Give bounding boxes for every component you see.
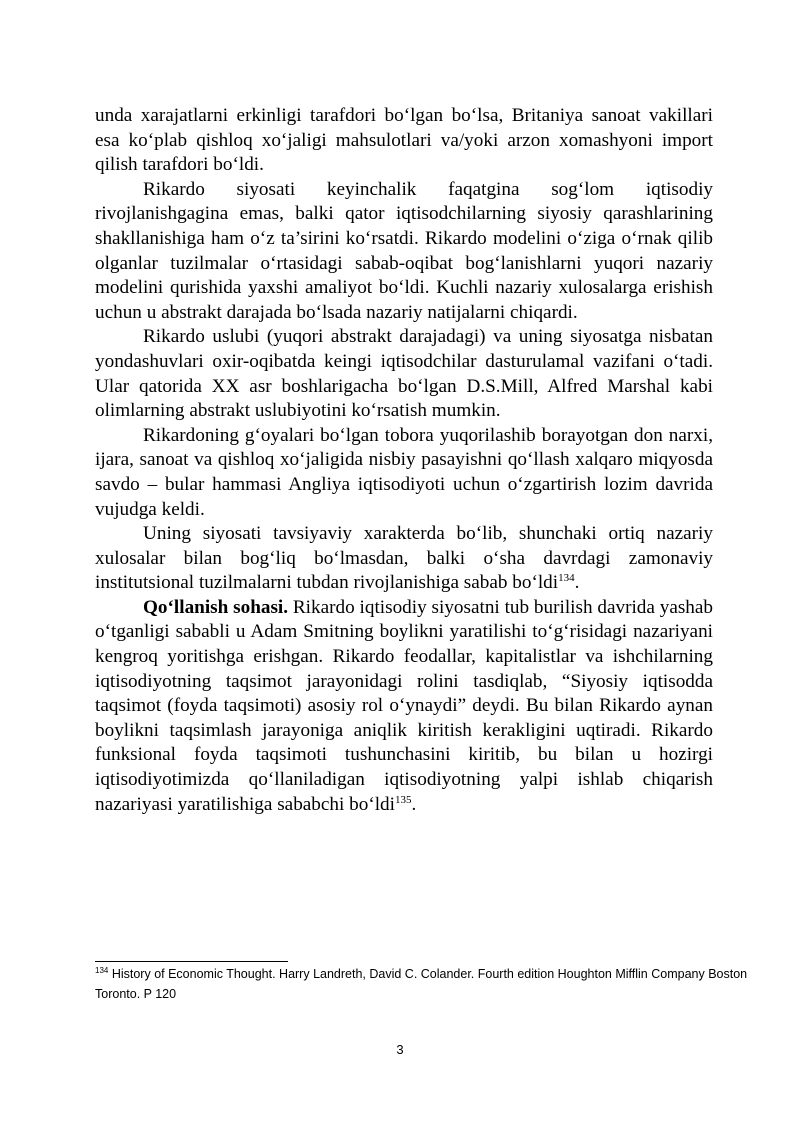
paragraph-3: Rikardo uslubi (yuqori abstrakt darajadagi) va uning siyosatga nisbatan yondashuvlari oxir-oqibatda keingi iqtisodchilar dasturulamal vazifani o‘tadi. Ular qatorida XX asr boshlarigacha bo‘lgan D.S.Mill, Alfred Marshal kabi olimlarning abstrakt uslubiyotini ko‘rsatish mumkin. bbox=[95, 326, 713, 422]
footnote-divider bbox=[95, 961, 288, 962]
paragraph-6: Qo‘llanish sohasi. Rikardo iqtisodiy siyosatni tub burilish davrida yashab o‘tganligi sababli u Adam Smitning boylikni yaratilishi to‘g‘risidagi nazariyani kengroq yoritishga erishgan. Rikardo feodallar, kapitalistlar va ishchilarning iqtisodiyotning taqsimot jarayonidagi rolini tasdiqlab, “Siyosiy iqtisodda taqsimot (foyda taqsimoti) asosiy rol o‘ynaydi” deydi. Bu bilan Rikardo aynan boylikni taqsimlash jarayoniga aniqlik kiritish kerakligini uqtiradi. Rikardo funksional foyda taqsimoti tushunchasini kiritib, bu bilan u hozirgi iqtisodiyotimizda qo‘llaniladigan iqtisodiyotning yalpi ishlab chiqarish nazariyasi yaratilishiga sababchi bo‘ldi$^{135}$. bbox=[95, 596, 714, 815]
section-heading: Qo‘llanish sohasi. bbox=[143, 596, 289, 618]
paragraph-1: unda xarajatlarni erkinligi tarafdori bo‘lgan bo‘lsa, Britaniya sanoat vakillari esa ko‘plab qishloq xo‘jaligi mahsulotlari va/yoki arzon xomashyoni import qilish tarafdori bo‘ldi. bbox=[95, 105, 713, 176]
footnote bbox=[95, 964, 775, 1004]
paragraph-4: Rikardoning g‘oyalari bo‘lgan tobora yuqorilashib borayotgan don narxi, ijara, sanoat va qishloq xo‘jaligida nisbiy pasayishni qo‘llash xalqaro miqyosda savdo – bular hammasi Angliya iqtisodiyoti uchun o‘zgartirish lozim davrida vujudga keldi. bbox=[95, 424, 713, 520]
paragraph-5: Uning siyosati tavsiyaviy xarakterda bo‘lib, shunchaki ortiq nazariy xulosalar bilan bog‘liq bo‘lmasdan, balki o‘sha davrdagi zamonaviy institutsional tuzilmalarni tubdan rivojlanishiga sabab bo‘ldi$^{134}$. bbox=[95, 523, 713, 594]
paragraph-2: Rikardo siyosati keyinchalik faqatgina sog‘lom iqtisodiy rivojlanishgagina emas, balki qator iqtisodchilarning siyosiy qarashlarining shakllanishiga ham o‘z ta’sirini ko‘rsatdi. Rikardo modelini o‘ziga o‘rnak qilib olganlar tuzilmalar o‘rtasidagi sabab-oqibat bog‘lanishlarni yuqori nazariy modelini qurishida yaxshi amaliyot bo‘ldi. Kuchli nazariy xulosalarga erishish uchun u abstrakt darajada bo‘lsada nazariy natijalarni chiqardi. bbox=[95, 178, 713, 323]
footnote-ref-134[interactable]: 134 bbox=[558, 572, 575, 585]
body-text bbox=[95, 104, 713, 817]
footnote-number: 134 bbox=[95, 966, 109, 975]
page-number: 3 bbox=[396, 1042, 404, 1057]
footnote-text: History of Economic Thought. Harry Landreth, David C. Colander. Fourth edition Houghton Mifflin Company Boston Toronto. P 120 bbox=[95, 967, 748, 1001]
footnote-ref-135[interactable]: 135 bbox=[394, 793, 412, 806]
